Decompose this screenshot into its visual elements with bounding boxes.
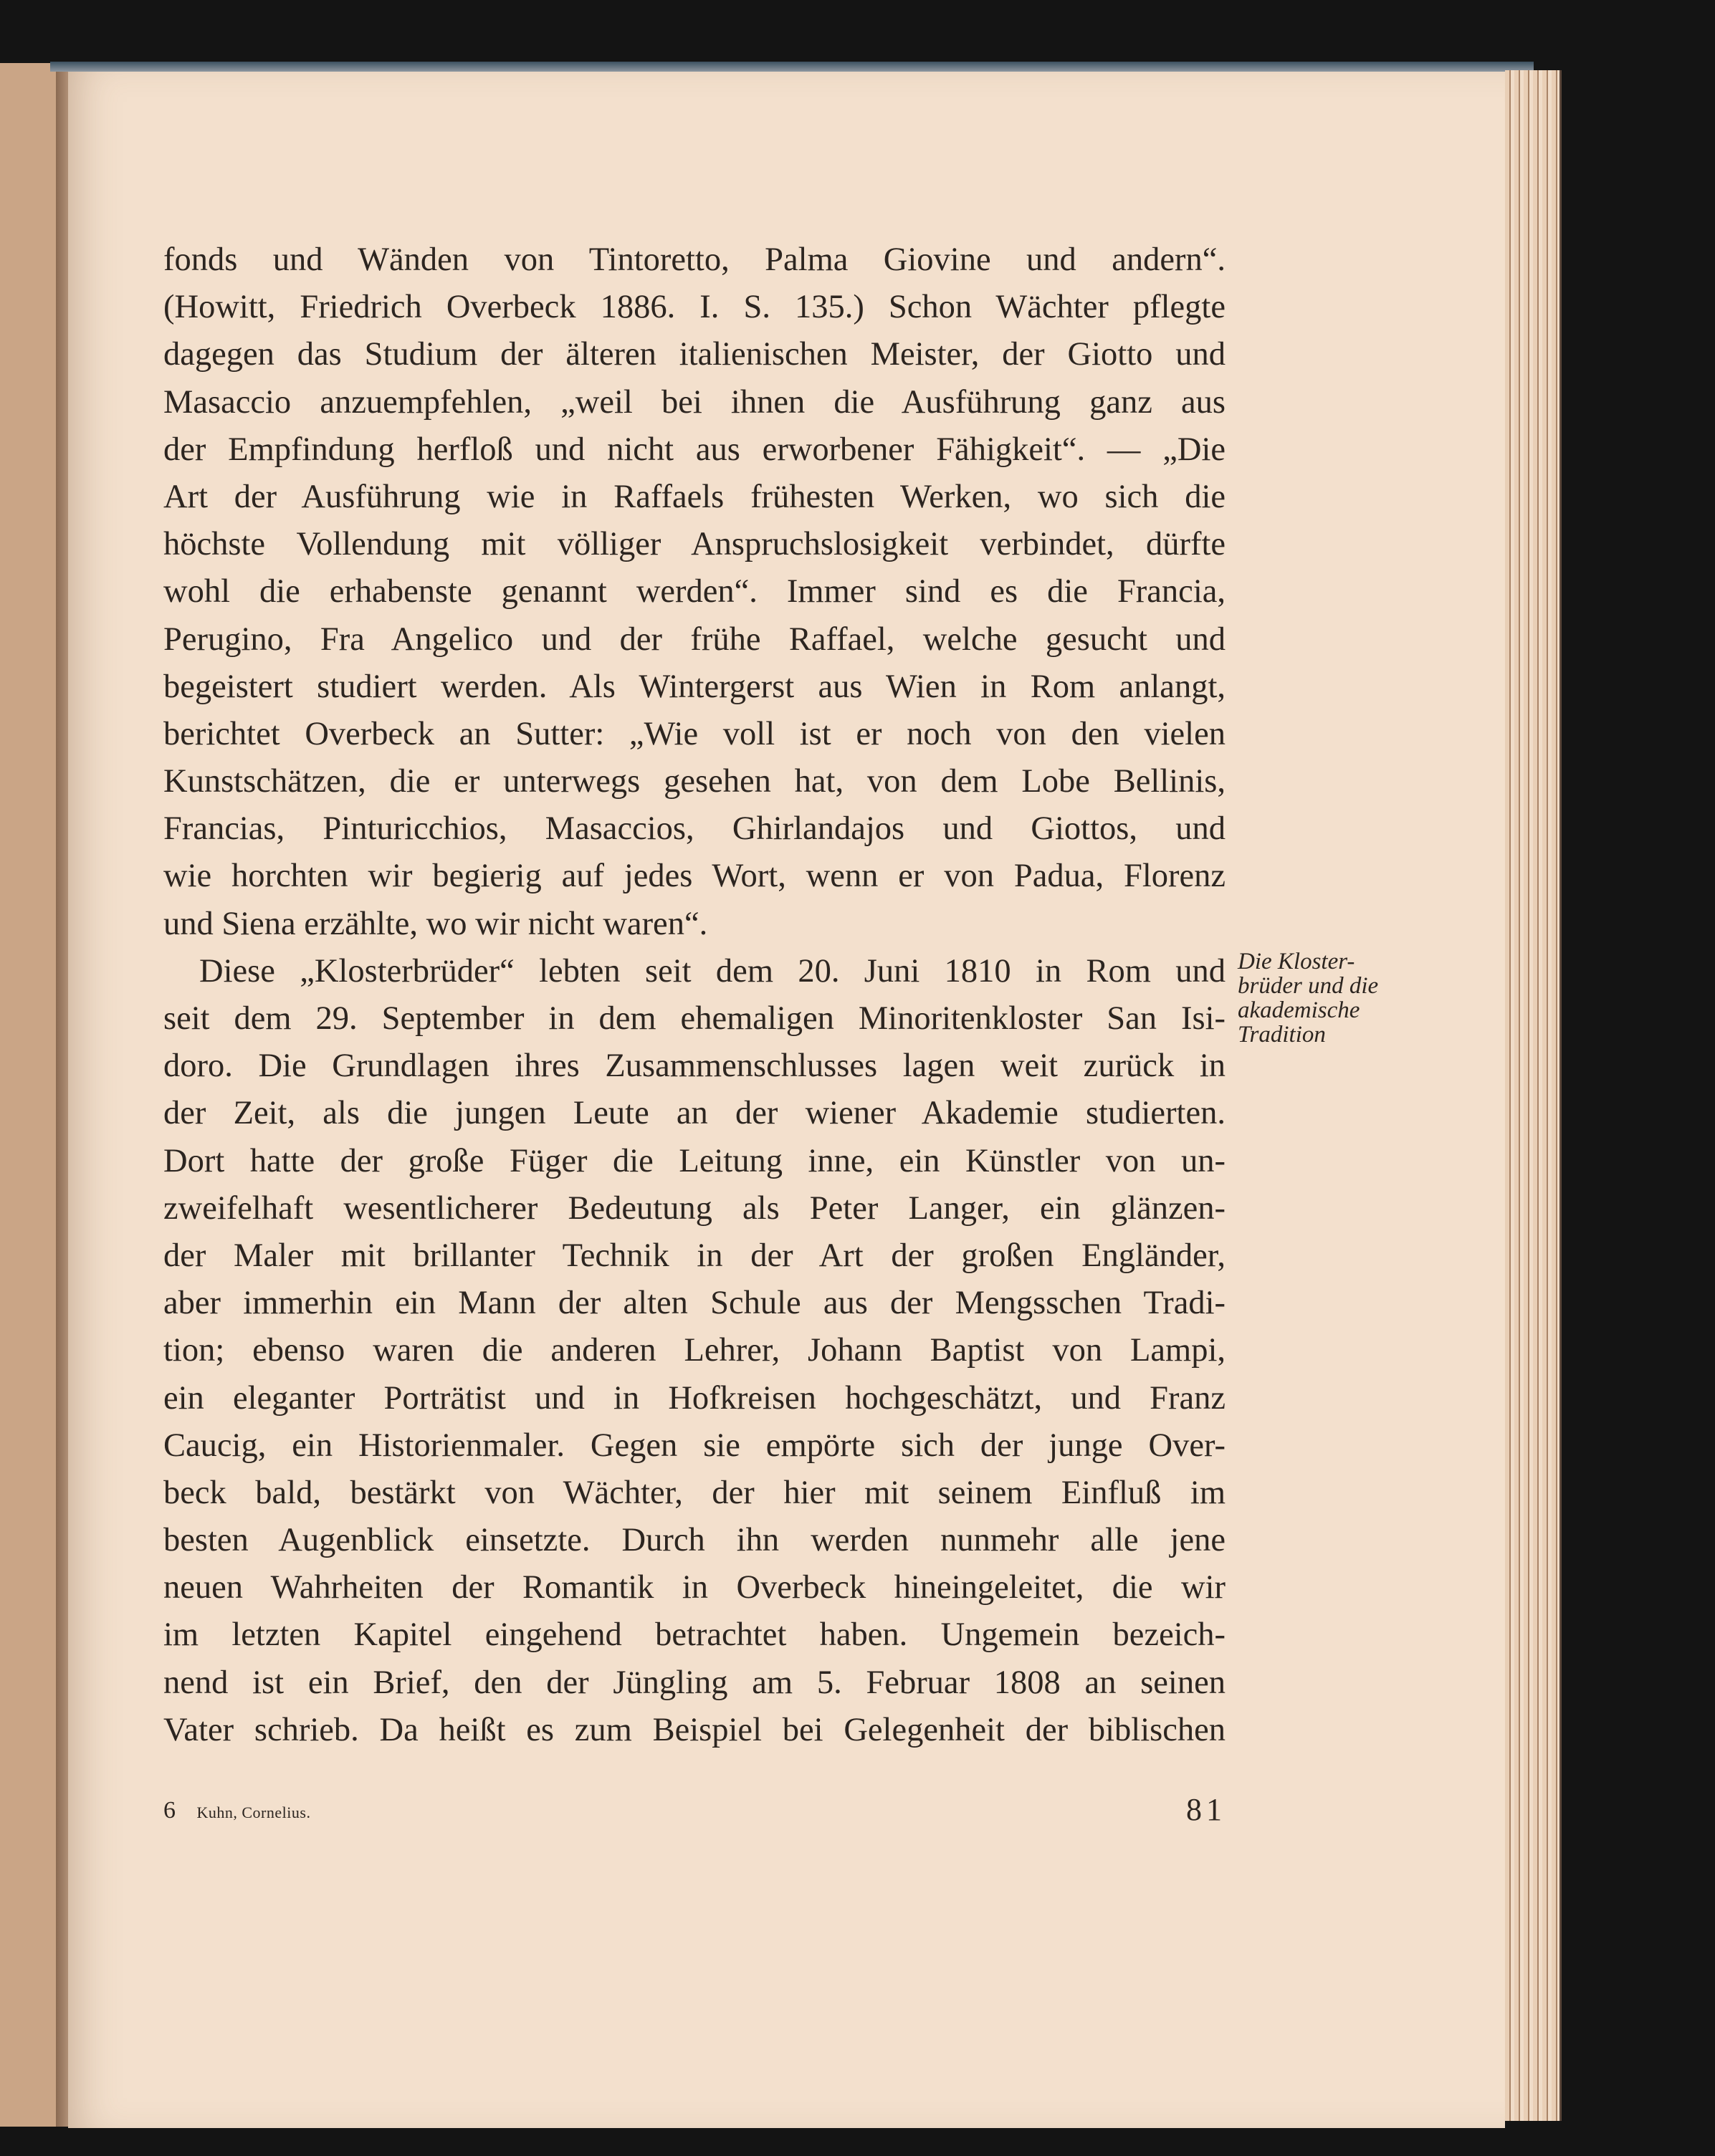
margin-note-line: Tradition [1238, 1022, 1326, 1048]
text-line: zweifelhaft wesentlicherer Bedeutung als Peter Langer, ein glänzen- [163, 1189, 1226, 1227]
page-stack-edges [1505, 70, 1562, 2121]
text-line: Vater schrieb. Da heißt es zum Beispiel bei Gelegenheit der biblischen [163, 1711, 1226, 1748]
text-line: im letzten Kapitel eingehend betrachtet haben. Ungemein bezeich- [163, 1616, 1226, 1654]
text-line: wohl die erhabenste genannt werden“. Immer sind es die Francia, [163, 573, 1226, 610]
text-line: doro. Die Grundlagen ihres Zusammenschlusses lagen weit zurück in [163, 1048, 1226, 1085]
body-text [163, 236, 1226, 1754]
text-line: Kunstschätzen, die er unterwegs gesehen hat, von dem Lobe Bellinis, [163, 763, 1226, 800]
text-line: Caucig, ein Historienmaler. Gegen sie empörte sich der junge Over- [163, 1427, 1226, 1464]
margin-note-line: akademische [1238, 997, 1360, 1023]
text-line: Masaccio anzuempfehlen, „weil bei ihnen die Ausführung ganz aus [163, 383, 1226, 421]
text-line: begeistert studiert werden. Als Wintergerst aus Wien in Rom anlangt, [163, 668, 1226, 705]
text-line: höchste Vollendung mit völliger Anspruchslosigkeit verbindet, dürfte [163, 526, 1226, 563]
text-line: neuen Wahrheiten der Romantik in Overbeck hineingeleitet, die wir [163, 1569, 1226, 1606]
text-line: und Siena erzählte, wo wir nicht waren“. [163, 905, 708, 942]
text-line: berichtet Overbeck an Sutter: „Wie voll ist er noch von den vielen [163, 715, 1226, 752]
text-line: Francias, Pinturicchios, Masaccios, Ghirlandajos und Giottos, und [163, 810, 1226, 848]
text-line: Perugino, Fra Angelico und der frühe Raffael, welche gesucht und [163, 621, 1226, 658]
text-line: der Zeit, als die jungen Leute an der wiener Akademie studierten. [163, 1095, 1226, 1132]
text-line: aber immerhin ein Mann der alten Schule aus der Mengsschen Tradi- [163, 1285, 1226, 1322]
facing-page-edge [0, 63, 58, 2127]
text-line: ein eleganter Porträtist und in Hofkreisen hochgeschätzt, und Franz [163, 1379, 1226, 1417]
text-line: dagegen das Studium der älteren italienischen Meister, der Giotto und [163, 336, 1226, 373]
signature-mark [163, 1797, 310, 1824]
text-line: nend ist ein Brief, den der Jüngling am 5. Februar 1808 an seinen [163, 1664, 1226, 1701]
margin-note-line: brüder und die [1238, 973, 1379, 999]
text-line: beck bald, bestärkt von Wächter, der hier mit seinem Einfluß im [163, 1474, 1226, 1511]
page-number: 81 [1186, 1792, 1226, 1827]
text-line: fonds und Wänden von Tintoretto, Palma Giovine und andern“. [163, 241, 1226, 278]
signature-text: Kuhn, Cornelius. [196, 1803, 311, 1821]
text-line: Art der Ausführung wie in Raffaels frühesten Werken, wo sich die [163, 478, 1226, 515]
book-top-edge [50, 62, 1534, 72]
text-line: der Empfindung herfloß und nicht aus erworbener Fähigkeit“. — „Die [163, 431, 1226, 468]
text-line: der Maler mit brillanter Technik in der Art der großen Engländer, [163, 1237, 1226, 1274]
text-line: (Howitt, Friedrich Overbeck 1886. I. S. 135.) Schon Wächter pflegte [163, 289, 1226, 326]
text-line: tion; ebenso waren die anderen Lehrer, Johann Baptist von Lampi, [163, 1332, 1226, 1369]
margin-note-line: Die Kloster- [1238, 949, 1355, 974]
text-line: besten Augenblick einsetzte. Durch ihn werden nunmehr alle jene [163, 1522, 1226, 1559]
text-line: seit dem 29. September in dem ehemaligen Minoritenkloster San Isi- [163, 1000, 1226, 1037]
margin-note [1238, 949, 1424, 1047]
text-line: Diese „Klosterbrüder“ lebten seit dem 20. Juni 1810 in Rom und [199, 952, 1226, 990]
signature-number: 6 [163, 1797, 176, 1824]
text-line: wie horchten wir begierig auf jedes Wort, wenn er von Padua, Florenz [163, 858, 1226, 895]
text-line: Dort hatte der große Füger die Leitung inne, ein Künstler von un- [163, 1142, 1226, 1179]
